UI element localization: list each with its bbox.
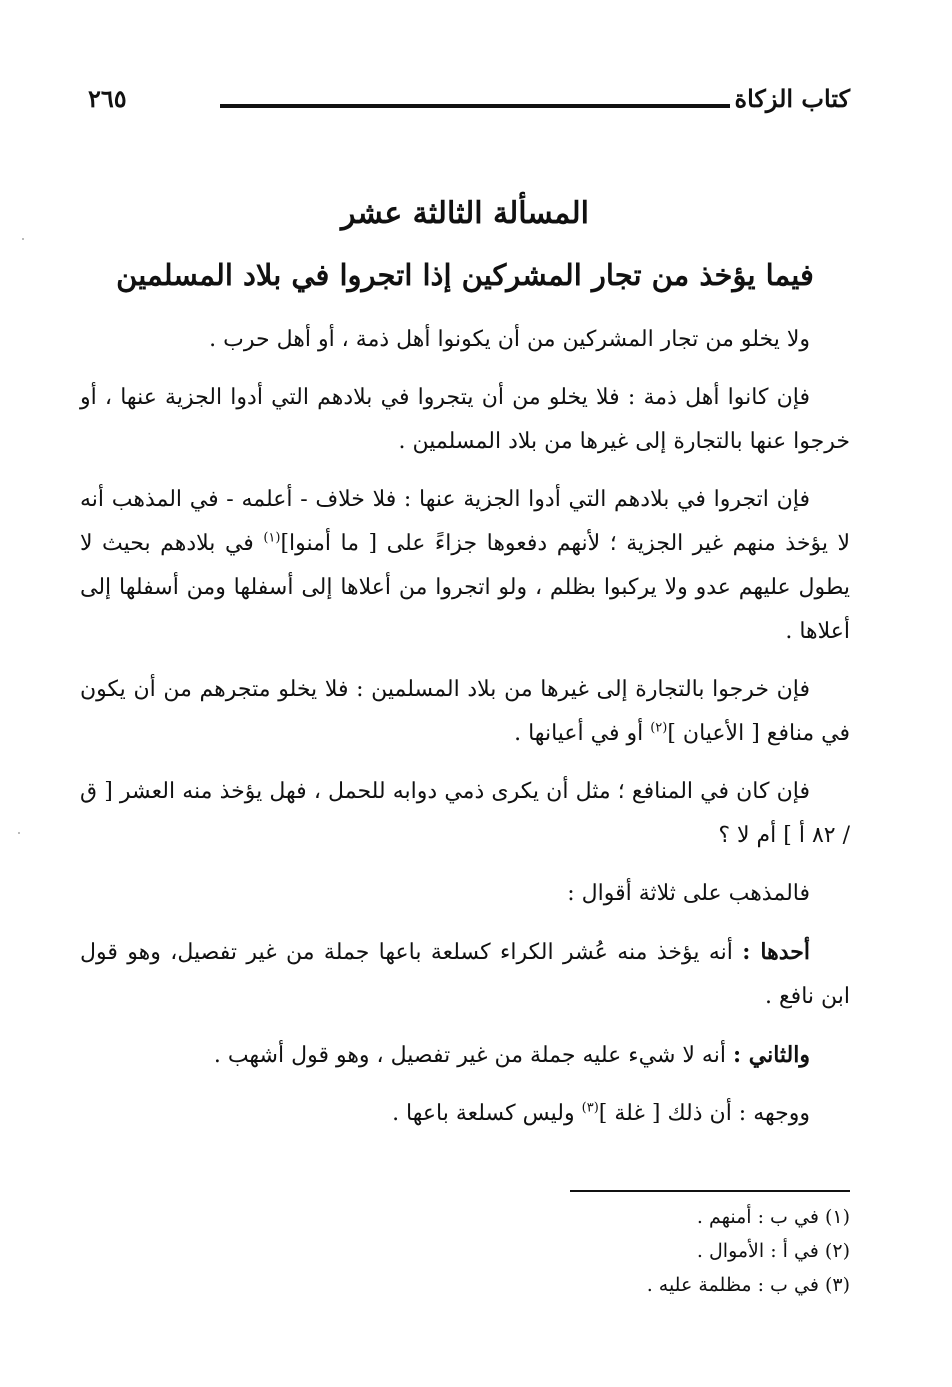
opinion-label-1: أحدها : xyxy=(742,939,810,965)
paragraph-text: في بلادهم بحيث لا يطول عليهم عدو ولا يركبوا بظلم ، ولو اتجروا من أعلاها إلى أسفلها ومن أسفلها إلى أعلاها . xyxy=(80,531,850,644)
paragraph-text: فإن كانوا أهل ذمة : فلا يخلو من أن يتجروا في بلادهم التي أدوا الجزية عنها ، أو خرجوا عنها بالتجارة إلى غيرها من بلاد المسلمين . xyxy=(80,385,850,454)
paragraph-text: وليس كسلعة باعها . xyxy=(392,1101,582,1126)
chapter-title: المسألة الثالثة عشر xyxy=(341,196,589,231)
paragraph-5 xyxy=(80,770,850,858)
paragraph-4 xyxy=(80,668,850,756)
paragraph-8 xyxy=(80,1033,850,1078)
paragraph-6 xyxy=(80,872,850,916)
chapter-subtitle: فيما يؤخذ من تجار المشركين إذا اتجروا في بلاد المسلمين xyxy=(116,258,814,292)
scan-speck xyxy=(18,832,20,834)
paragraph-text: أو في أعيانها . xyxy=(514,721,651,746)
header-rule xyxy=(220,104,730,108)
paragraph-text: فإن كان في المنافع ؛ مثل أن يكرى ذمي دوابه للحمل ، فهل يؤخذ منه العشر [ ق / ٨٢ أ ] أم لا ؟ xyxy=(80,779,850,848)
paragraph-text: أنه لا شيء عليه جملة من غير تفصيل ، وهو قول أشهب . xyxy=(213,1043,733,1068)
footnote-1: (١) في ب : أمنهم . xyxy=(696,1206,850,1228)
paragraph-text: ولا يخلو من تجار المشركين من أن يكونوا أهل ذمة ، أو أهل حرب . xyxy=(209,327,810,352)
paragraph-text: فإن خرجوا بالتجارة إلى غيرها من بلاد المسلمين : فلا يخلو متجرهم من أن يكون في منافع [ الأعيان ] xyxy=(80,677,850,746)
scan-speck xyxy=(22,238,24,240)
running-header xyxy=(80,84,850,124)
opinion-label-2: والثاني : xyxy=(732,1042,810,1068)
footnotes xyxy=(80,1200,850,1302)
paragraph-1 xyxy=(80,318,850,362)
footnote-ref-3: (٣) xyxy=(581,1100,599,1116)
footnote-rule xyxy=(570,1190,850,1192)
book-title: كتاب الزكاة xyxy=(734,84,850,113)
footnote-2: (٢) في أ : الأموال . xyxy=(696,1240,850,1262)
body-text xyxy=(80,318,850,1150)
paragraph-text: فالمذهب على ثلاثة أقوال : xyxy=(567,881,810,906)
paragraph-7 xyxy=(80,930,850,1019)
page-number: ٢٦٥ xyxy=(88,84,127,113)
paragraph-3 xyxy=(80,478,850,654)
paragraph-9 xyxy=(80,1092,850,1136)
paragraph-text: أنه يؤخذ منه عُشر الكراء كسلعة باعها جملة من غير تفصيل، وهو قول ابن نافع . xyxy=(80,940,850,1009)
paragraph-text: فإن اتجروا في بلادهم التي أدوا الجزية عنها : فلا خلاف - أعلمه - في المذهب أنه لا يؤخذ منهم غير الجزية ؛ لأنهم دفعوها جزاءً على [ ما أمنوا] xyxy=(80,487,850,556)
footnote-3: (٣) في ب : مظلمة عليه . xyxy=(646,1274,850,1296)
paragraph-text: ووجهه : أن ذلك [ غلة ] xyxy=(598,1101,810,1126)
footnote-ref-2: (٢) xyxy=(650,720,668,736)
paragraph-2 xyxy=(80,376,850,464)
footnote-ref-1: (١) xyxy=(263,530,281,546)
